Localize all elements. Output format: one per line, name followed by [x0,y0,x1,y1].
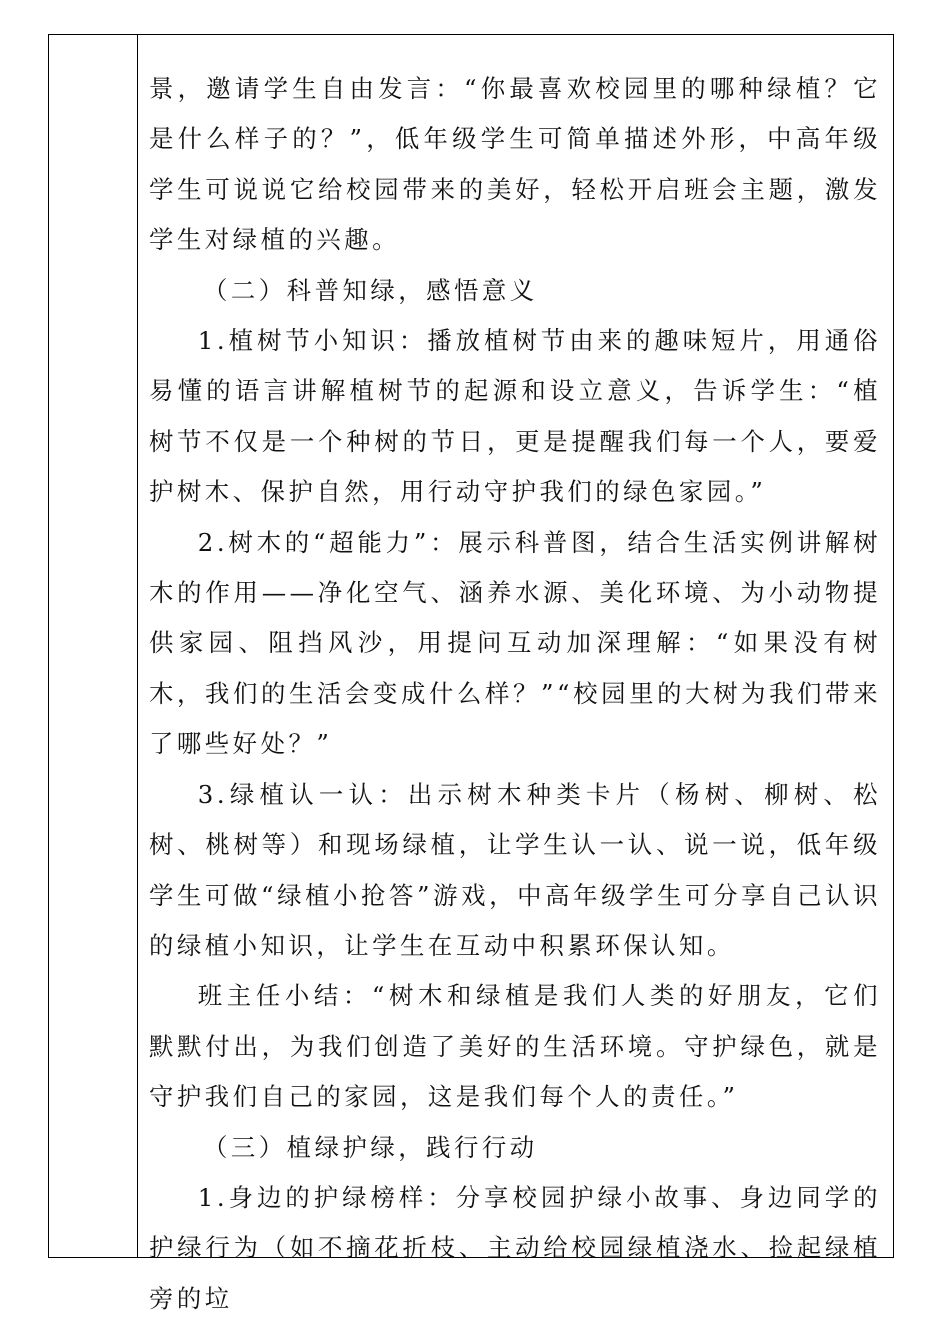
section-heading-2: （二）科普知绿，感悟意义 [203,275,538,305]
paragraph-tree-superpowers: 2.树木的“超能力”：展示科普图，结合生活实例讲解树木的作用——净化空气、涵养水源、美化环境、为小动物提供家园、阻挡风沙，用提问互动加深理解：“如果没有树木，我们的生活会变成什么样？”“校园里的大树为我们带来了哪些好处？” [149,527,881,759]
paragraph-green-role-models: 1.身边的护绿榜样：分享校园护绿小故事、身边同学的护绿行为（如不摘花折枝、主动给校园绿植浇水、捡起绿植旁的垃 [149,1182,881,1313]
table-column-divider [137,34,138,1258]
paragraph-teacher-summary: 班主任小结：“树木和绿植是我们人类的好朋友，它们默默付出，为我们创造了美好的生活环境。守护绿色，就是守护我们自己的家园，这是我们每个人的责任。” [149,981,881,1112]
paragraph-arbor-day-knowledge: 1.植树节小知识：播放植树节由来的趣味短片，用通俗易懂的语言讲解植树节的起源和设立意义，告诉学生：“植树节不仅是一个种树的节日，更是提醒我们每一个人，要爱护树木、保护自然，用行动守护我们的绿色家园。” [149,326,881,507]
section-heading-3: （三）植绿护绿，践行行动 [203,1132,538,1162]
paragraph-intro-continued: 景，邀请学生自由发言：“你最喜欢校园里的哪种绿植？它是什么样子的？”，低年级学生可简单描述外形，中高年级学生可说说它给校园带来的美好，轻松开启班会主题，激发学生对绿植的兴趣。 [149,74,881,255]
table-content-cell [149,64,881,1324]
paragraph-plant-recognition: 3.绿植认一认：出示树木种类卡片（杨树、柳树、松树、桃树等）和现场绿植，让学生认一认、说一说，低年级学生可做“绿植小抢答”游戏，中高年级学生可分享自己认识的绿植小知识，让学生在互动中积累环保认知。 [149,779,881,960]
